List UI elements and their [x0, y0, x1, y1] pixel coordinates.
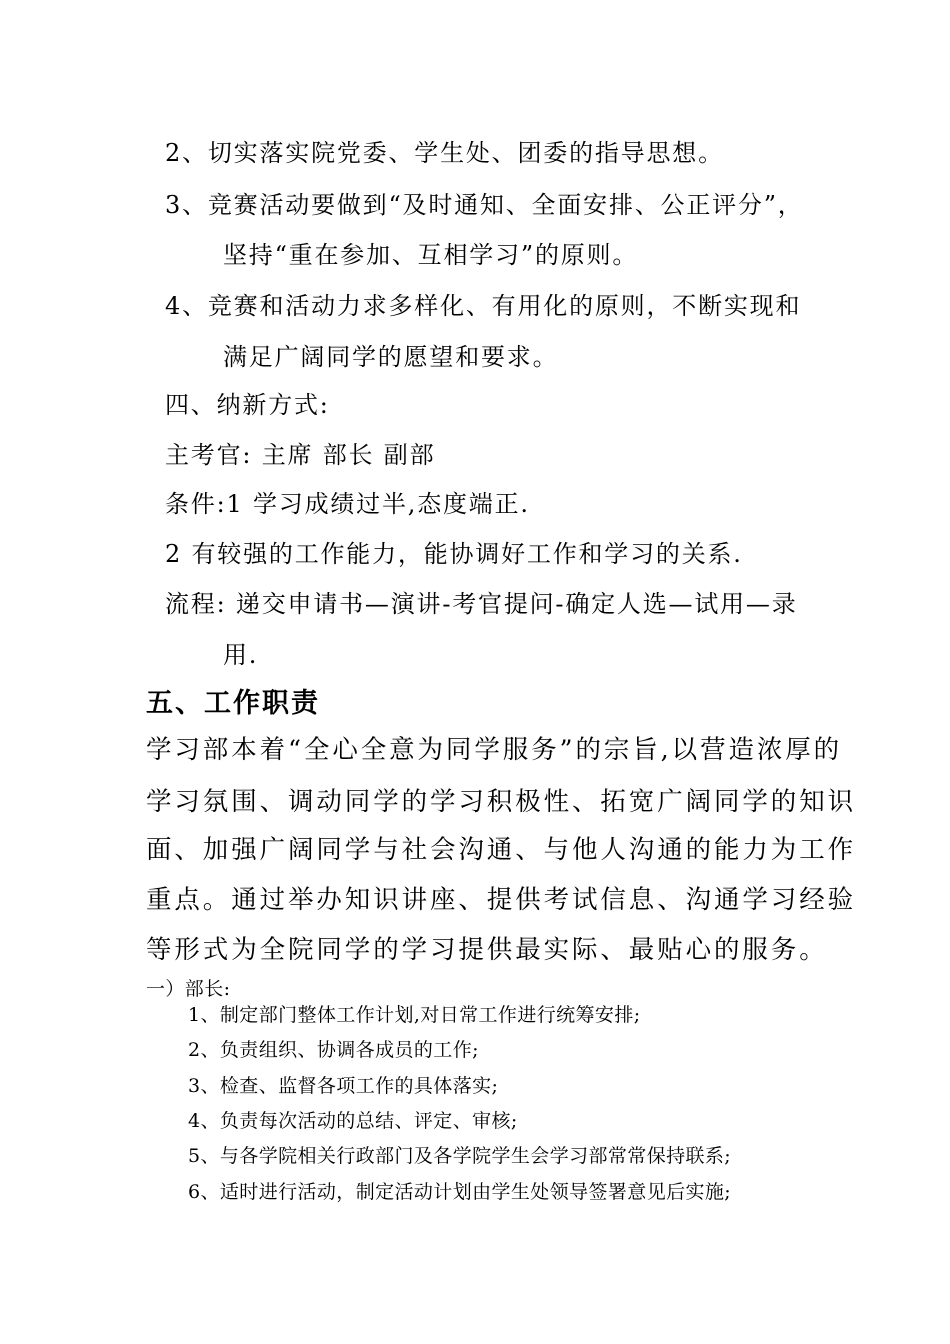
minister-item: 5、与各学院相关行政部门及各学院学生会学习部常常保持联系;	[188, 1145, 732, 1167]
principle-4: 4、竞赛和活动力求多样化、有用化的原则，不断实现和	[165, 292, 802, 320]
minister-item: 2、负责组织、协调各成员的工作;	[188, 1039, 479, 1061]
recruitment-condition-1: 条件:1 学习成绩过半,态度端正.	[165, 490, 530, 518]
recruitment-condition-2: 2 有较强的工作能力，能协调好工作和学习的关系.	[165, 540, 743, 568]
minister-item: 3、检查、监督各项工作的具体落实;	[188, 1075, 499, 1097]
minister-title: 一）部长:	[146, 978, 231, 1000]
principle-4-continued: 满足广阔同学的愿望和要求。	[223, 343, 559, 371]
recruitment-examiners: 主考官: 主席 部长 副部	[165, 441, 436, 469]
duties-paragraph-line: 面、加强广阔同学与社会沟通、与他人沟通的能力为工作	[146, 835, 857, 865]
recruitment-process: 流程: 递交申请书—演讲-考官提问-确定人选—试用—录	[165, 590, 798, 618]
duties-paragraph-line: 学习氛围、调动同学的学习积极性、拓宽广阔同学的知识	[146, 787, 857, 817]
duties-paragraph-line: 重点。通过举办知识讲座、提供考试信息、沟通学习经验	[146, 885, 857, 915]
section-heading-duties: 五、工作职责	[146, 688, 320, 719]
recruitment-process-continued: 用.	[223, 641, 259, 669]
principle-2: 2、切实落实院党委、学生处、团委的指导思想。	[165, 139, 724, 167]
minister-item: 1、制定部门整体工作计划,对日常工作进行统筹安排;	[188, 1004, 641, 1026]
recruitment-title: 四、纳新方式:	[165, 391, 330, 419]
minister-item: 6、适时进行活动，制定活动计划由学生处领导签署意见后实施;	[188, 1181, 732, 1203]
duties-paragraph-line: 等形式为全院同学的学习提供最实际、最贴心的服务。	[146, 935, 828, 965]
principle-3-continued: 坚持“重在参加、互相学习”的原则。	[223, 241, 639, 269]
principle-3: 3、竞赛活动要做到“及时通知、全面安排、公正评分”，	[165, 191, 804, 219]
minister-item: 4、负责每次活动的总结、评定、审核;	[188, 1110, 518, 1132]
duties-paragraph-line: 学习部本着“全心全意为同学服务”的宗旨,以营造浓厚的	[146, 735, 843, 765]
